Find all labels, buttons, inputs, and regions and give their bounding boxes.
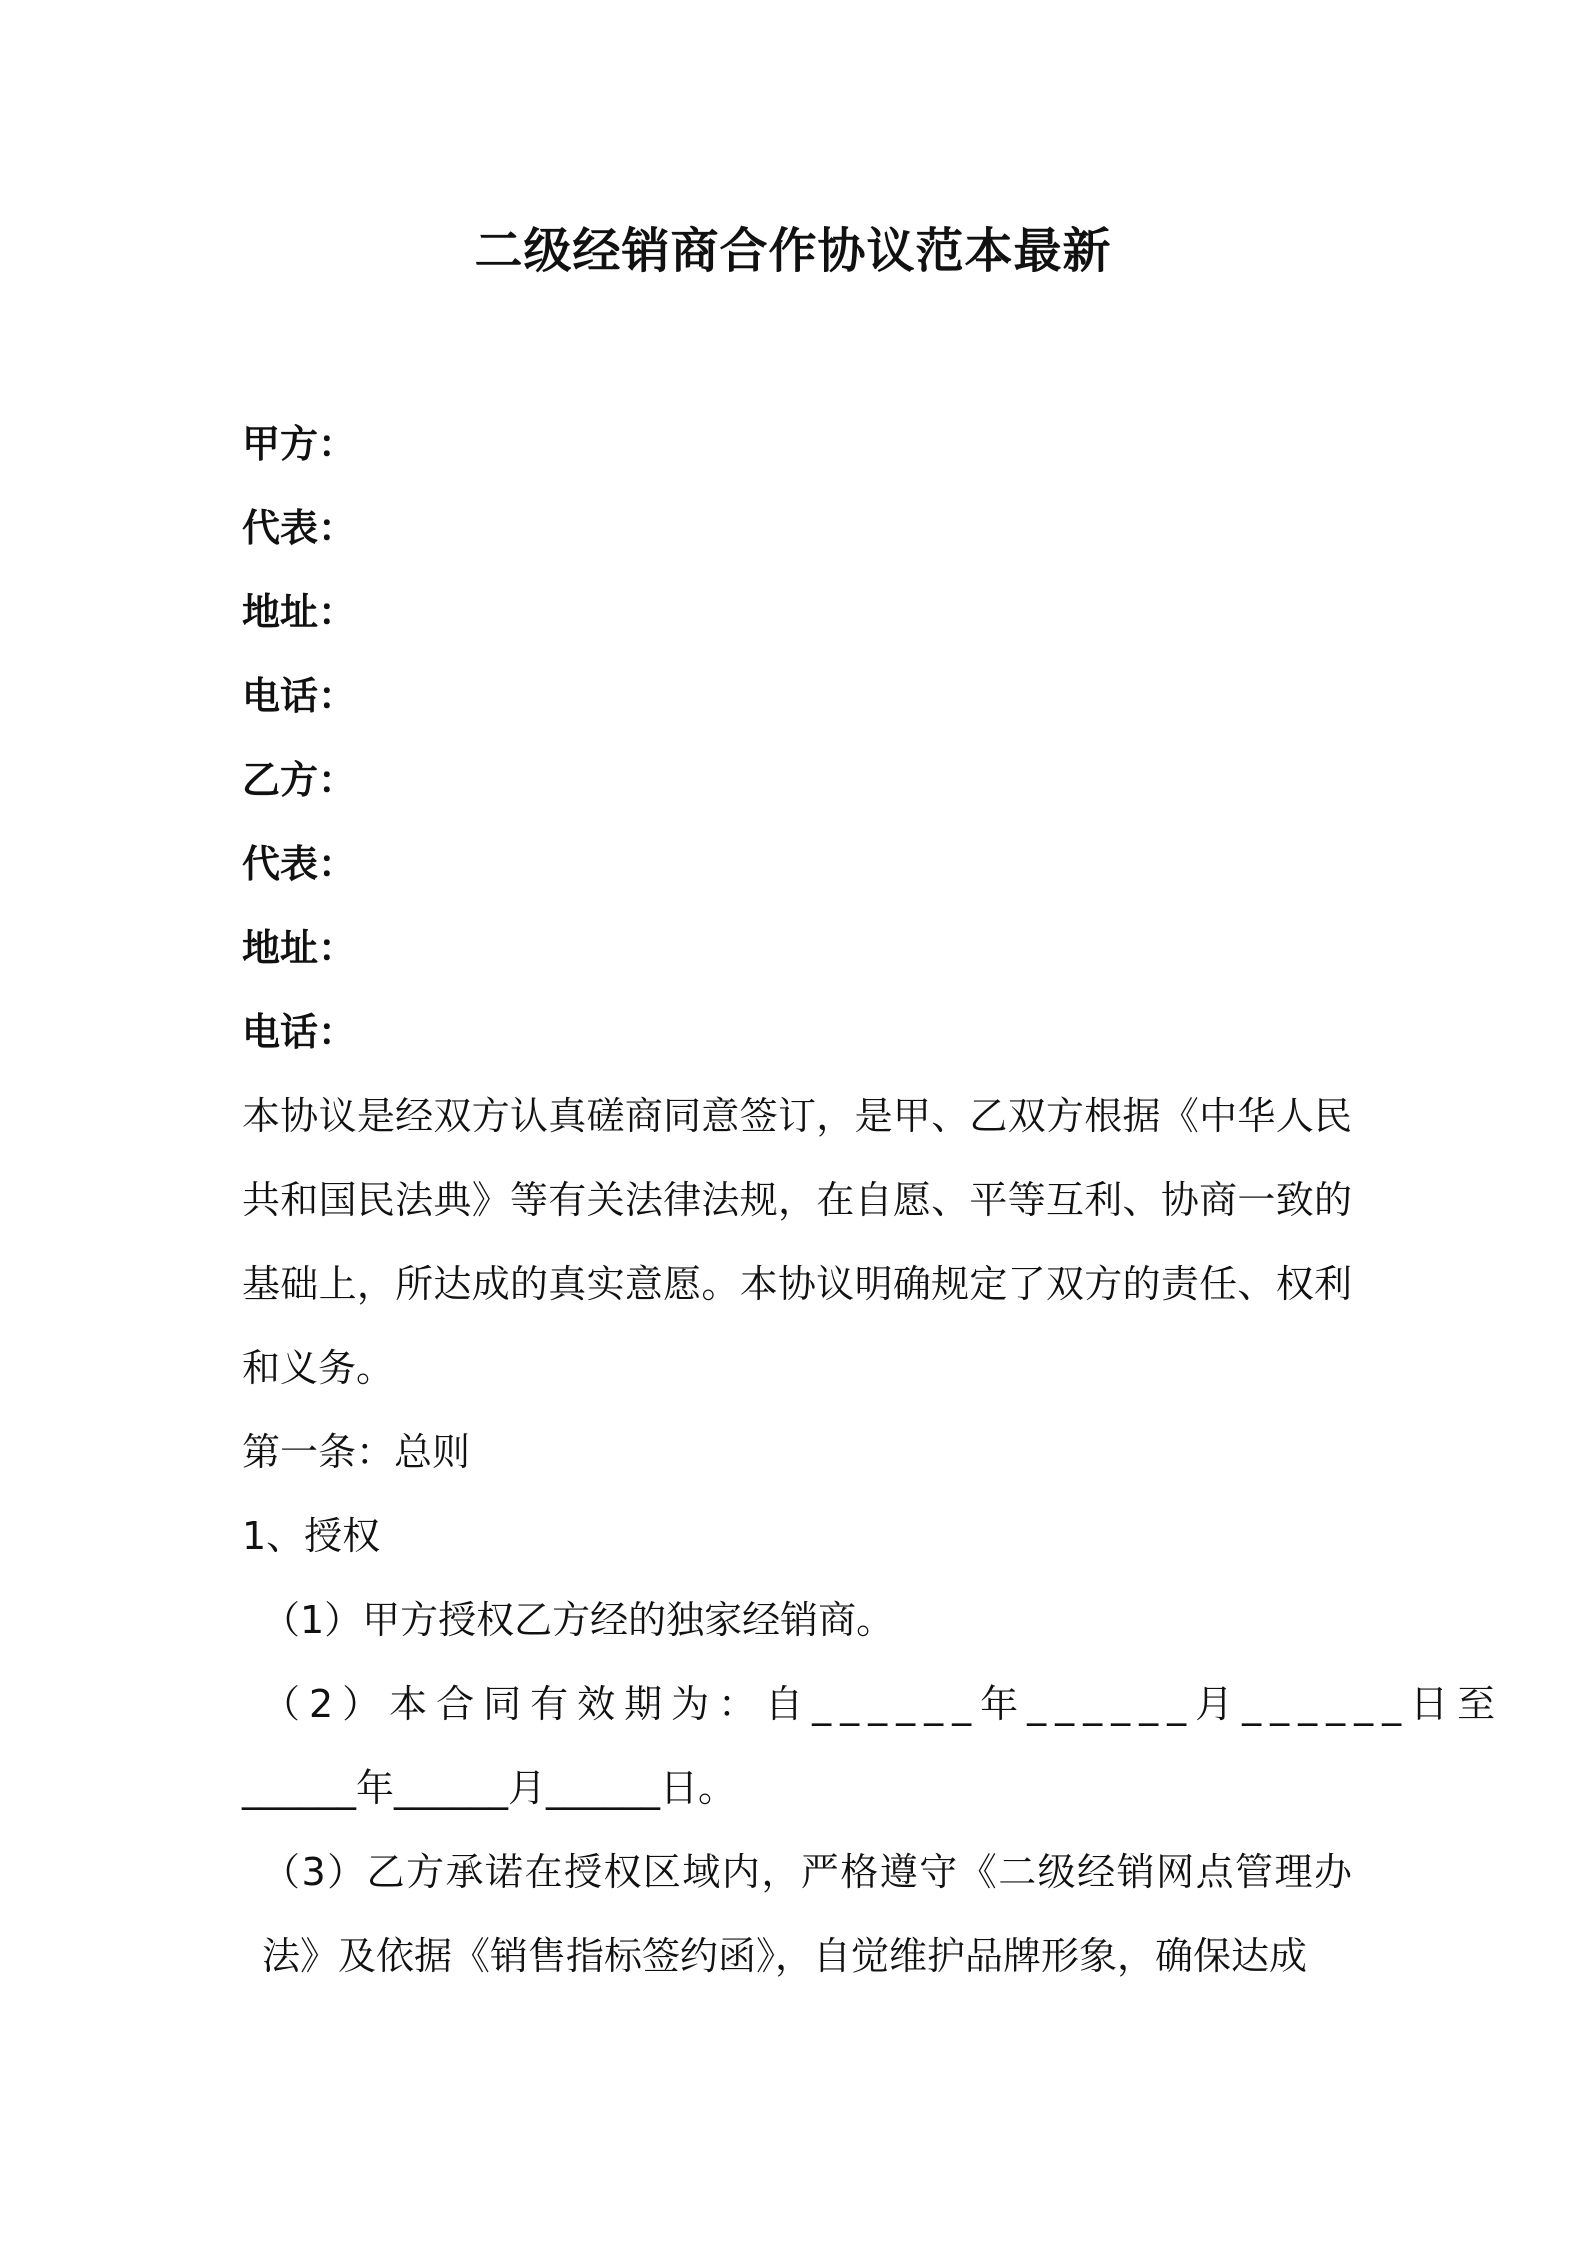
clause-item-3: （3）乙方承诺在授权区域内，严格遵守《二级经销网点管理办法》及依据《销售指标签约函》，自觉维护品牌形象，确保达成 bbox=[262, 1850, 1352, 1978]
article-1-heading: 第一条：总则 bbox=[242, 1430, 471, 1474]
party-a-name-label: 甲方： bbox=[242, 422, 357, 466]
party-a-address-field bbox=[242, 570, 1352, 654]
document-body bbox=[242, 402, 1505, 1998]
document-title: 二级经销商合作协议范本最新 bbox=[474, 223, 1112, 279]
clause-item-2-line-1: （2）本合同有效期为：自______年______月______日至 bbox=[262, 1682, 1505, 1726]
party-b-phone-field bbox=[242, 990, 1352, 1074]
clause-item-2-line-2: ______年______月______日。 bbox=[242, 1766, 737, 1810]
party-a-address-label: 地址： bbox=[242, 590, 357, 634]
intro-paragraph: 本协议是经双方认真磋商同意签订，是甲、乙双方根据《中华人民共和国民法典》等有关法律法规，在自愿、平等互利、协商一致的基础上，所达成的真实意愿。本协议明确规定了双方的责任、权利和义务。 bbox=[242, 1094, 1352, 1390]
section-1-heading: 1、授权 bbox=[242, 1514, 381, 1558]
party-a-rep-field bbox=[242, 486, 1352, 570]
party-b-rep-label: 代表： bbox=[242, 842, 357, 886]
party-a-phone-label: 电话： bbox=[242, 674, 357, 718]
clause-item-1: （1）甲方授权乙方经的独家经销商。 bbox=[262, 1598, 895, 1642]
party-b-rep-field bbox=[242, 822, 1352, 906]
party-b-name-field bbox=[242, 738, 1352, 822]
party-b-name-label: 乙方： bbox=[242, 758, 357, 802]
party-a-rep-label: 代表： bbox=[242, 506, 357, 550]
party-a-name-field bbox=[242, 402, 1352, 486]
party-a-phone-field bbox=[242, 654, 1352, 738]
party-b-address-field bbox=[242, 906, 1352, 990]
party-b-phone-label: 电话： bbox=[242, 1010, 357, 1054]
party-b-address-label: 地址： bbox=[242, 926, 357, 970]
